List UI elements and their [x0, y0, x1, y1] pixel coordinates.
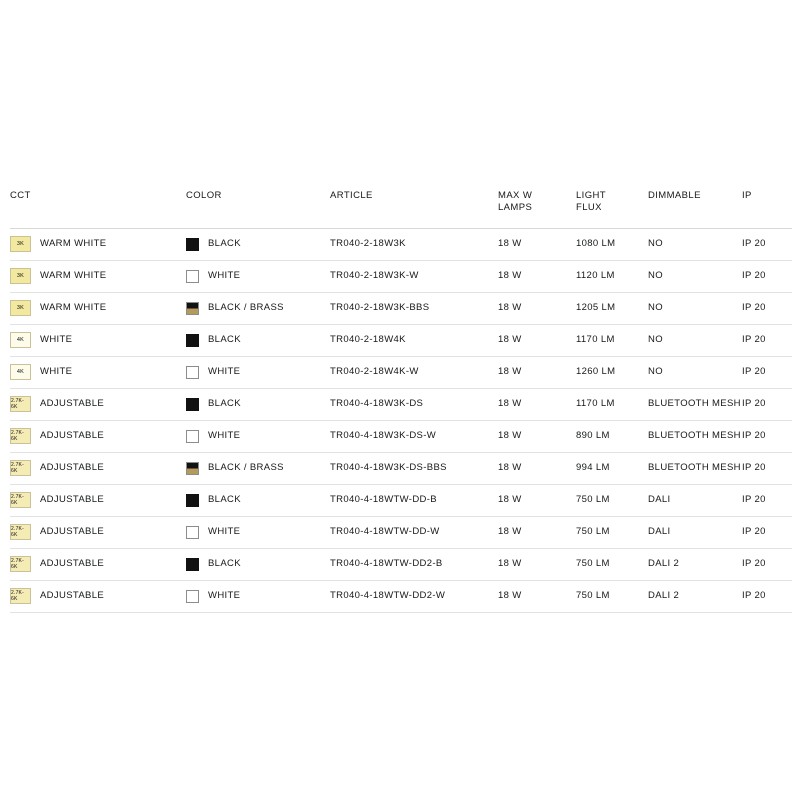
cct-group: [10, 364, 186, 380]
dimmable-value: NO: [648, 334, 663, 346]
max-w-value: 18 W: [498, 302, 522, 314]
cell-color: [186, 548, 330, 580]
cell-cct: [10, 356, 186, 388]
color-swatch-icon: [186, 238, 199, 251]
cell-article: [330, 260, 498, 292]
cell-color: [186, 420, 330, 452]
cell-max-w-lamps: [498, 516, 576, 548]
cell-dimmable: [648, 484, 742, 516]
cell-light-flux: [576, 484, 648, 516]
article-code: TR040-4-18WTW-DD2-W: [330, 590, 446, 602]
ip-value: IP 20: [742, 558, 766, 570]
cct-label: WHITE: [40, 334, 73, 346]
cell-max-w-lamps: [498, 388, 576, 420]
cell-article: [330, 388, 498, 420]
dimmable-value: BLUETOOTH MESH: [648, 430, 741, 442]
ip-value: IP 20: [742, 270, 766, 282]
cell-dimmable: [648, 580, 742, 612]
article-code: TR040-4-18WTW-DD2-B: [330, 558, 443, 570]
ip-value: IP 20: [742, 366, 766, 378]
color-label: BLACK: [208, 334, 241, 346]
cell-color: [186, 260, 330, 292]
color-swatch-icon: [186, 430, 199, 443]
cell-cct: [10, 420, 186, 452]
cell-dimmable: [648, 356, 742, 388]
cell-light-flux: [576, 324, 648, 356]
cell-light-flux: [576, 452, 648, 484]
max-w-value: 18 W: [498, 366, 522, 378]
cell-light-flux: [576, 228, 648, 260]
light-flux-value: 750 LM: [576, 494, 610, 506]
cell-dimmable: [648, 548, 742, 580]
table-row: [10, 228, 792, 260]
color-label: BLACK: [208, 398, 241, 410]
cct-label: WARM WHITE: [40, 238, 107, 250]
table-row: [10, 260, 792, 292]
color-group: [186, 526, 330, 539]
cell-ip: [742, 292, 792, 324]
color-label: BLACK: [208, 558, 241, 570]
cell-max-w-lamps: [498, 356, 576, 388]
max-w-value: 18 W: [498, 494, 522, 506]
cct-label: ADJUSTABLE: [40, 430, 105, 442]
dimmable-value: DALI 2: [648, 558, 680, 570]
max-w-value: 18 W: [498, 558, 522, 570]
cell-color: [186, 484, 330, 516]
color-swatch-icon: [186, 462, 199, 475]
cell-light-flux: [576, 388, 648, 420]
cell-max-w-lamps: [498, 452, 576, 484]
column-header-max-w-lamps: MAX W LAMPS: [498, 190, 576, 228]
cell-color: [186, 580, 330, 612]
cell-ip: [742, 580, 792, 612]
color-swatch-icon: [186, 366, 199, 379]
cct-label: WHITE: [40, 366, 73, 378]
ip-value: IP 20: [742, 334, 766, 346]
table-row: [10, 548, 792, 580]
light-flux-value: 1205 LM: [576, 302, 616, 314]
cell-color: [186, 292, 330, 324]
dimmable-value: DALI: [648, 526, 671, 538]
color-group: [186, 334, 330, 347]
cct-label: ADJUSTABLE: [40, 462, 105, 474]
cct-group: [10, 460, 186, 476]
cell-cct: [10, 516, 186, 548]
color-label: BLACK / BRASS: [208, 462, 284, 474]
color-swatch-icon: [186, 590, 199, 603]
column-header-ip: IP: [742, 190, 792, 228]
dimmable-value: DALI: [648, 494, 671, 506]
cct-chip-icon: 2.7K-6K: [10, 524, 31, 540]
dimmable-value: NO: [648, 302, 663, 314]
cct-group: [10, 492, 186, 508]
cct-chip-icon: 3K: [10, 236, 31, 252]
cell-color: [186, 228, 330, 260]
ip-value: IP 20: [742, 462, 766, 474]
cct-chip-icon: 2.7K-6K: [10, 396, 31, 412]
cell-article: [330, 356, 498, 388]
cell-cct: [10, 260, 186, 292]
column-header-dimmable: DIMMABLE: [648, 190, 742, 228]
cell-article: [330, 228, 498, 260]
color-group: [186, 302, 330, 315]
color-swatch-icon: [186, 302, 199, 315]
color-group: [186, 558, 330, 571]
color-label: WHITE: [208, 270, 241, 282]
cell-cct: [10, 228, 186, 260]
column-header-color: COLOR: [186, 190, 330, 228]
cct-group: [10, 524, 186, 540]
dimmable-value: NO: [648, 366, 663, 378]
article-code: TR040-2-18W3K-BBS: [330, 302, 430, 314]
cell-max-w-lamps: [498, 484, 576, 516]
cct-chip-icon: 4K: [10, 364, 31, 380]
cell-dimmable: [648, 516, 742, 548]
table-header-row: [10, 190, 792, 228]
cell-dimmable: [648, 260, 742, 292]
dimmable-value: NO: [648, 270, 663, 282]
cct-label: ADJUSTABLE: [40, 590, 105, 602]
color-label: BLACK: [208, 494, 241, 506]
cell-article: [330, 580, 498, 612]
cell-ip: [742, 420, 792, 452]
cell-color: [186, 452, 330, 484]
color-label: WHITE: [208, 366, 241, 378]
article-code: TR040-2-18W4K: [330, 334, 406, 346]
cell-ip: [742, 516, 792, 548]
article-code: TR040-4-18WTW-DD-W: [330, 526, 440, 538]
cell-color: [186, 388, 330, 420]
light-flux-value: 1260 LM: [576, 366, 616, 378]
table-row: [10, 580, 792, 612]
light-flux-value: 750 LM: [576, 526, 610, 538]
light-flux-value: 750 LM: [576, 590, 610, 602]
article-code: TR040-2-18W4K-W: [330, 366, 419, 378]
max-w-value: 18 W: [498, 398, 522, 410]
light-flux-value: 890 LM: [576, 430, 610, 442]
dimmable-value: DALI 2: [648, 590, 680, 602]
cct-group: [10, 556, 186, 572]
cct-label: ADJUSTABLE: [40, 398, 105, 410]
cell-article: [330, 292, 498, 324]
color-group: [186, 270, 330, 283]
cct-chip-icon: 2.7K-6K: [10, 588, 31, 604]
color-label: WHITE: [208, 526, 241, 538]
cell-dimmable: [648, 388, 742, 420]
dimmable-value: BLUETOOTH MESH: [648, 462, 741, 474]
article-code: TR040-4-18W3K-DS: [330, 398, 424, 410]
color-group: [186, 398, 330, 411]
max-w-value: 18 W: [498, 238, 522, 250]
cell-cct: [10, 324, 186, 356]
cct-group: [10, 396, 186, 412]
dimmable-value: BLUETOOTH MESH: [648, 398, 741, 410]
ip-value: IP 20: [742, 302, 766, 314]
cell-cct: [10, 484, 186, 516]
cell-max-w-lamps: [498, 420, 576, 452]
cell-max-w-lamps: [498, 292, 576, 324]
table-row: [10, 292, 792, 324]
color-label: WHITE: [208, 430, 241, 442]
cct-group: [10, 428, 186, 444]
cct-label: ADJUSTABLE: [40, 526, 105, 538]
cell-article: [330, 420, 498, 452]
color-group: [186, 590, 330, 603]
cell-color: [186, 356, 330, 388]
max-w-value: 18 W: [498, 462, 522, 474]
column-header-article: ARTICLE: [330, 190, 498, 228]
cell-cct: [10, 548, 186, 580]
cct-chip-icon: 2.7K-6K: [10, 556, 31, 572]
ip-value: IP 20: [742, 590, 766, 602]
max-w-value: 18 W: [498, 590, 522, 602]
table-row: [10, 516, 792, 548]
max-w-value: 18 W: [498, 270, 522, 282]
ip-value: IP 20: [742, 526, 766, 538]
color-swatch-icon: [186, 270, 199, 283]
cct-chip-icon: 2.7K-6K: [10, 428, 31, 444]
cell-ip: [742, 548, 792, 580]
cct-group: [10, 236, 186, 252]
color-swatch-icon: [186, 494, 199, 507]
cell-cct: [10, 388, 186, 420]
table-header: [10, 190, 792, 228]
cell-max-w-lamps: [498, 548, 576, 580]
color-label: BLACK: [208, 238, 241, 250]
article-code: TR040-2-18W3K-W: [330, 270, 419, 282]
table-row: [10, 452, 792, 484]
column-header-light-flux: LIGHT FLUX: [576, 190, 648, 228]
cell-light-flux: [576, 292, 648, 324]
cell-light-flux: [576, 548, 648, 580]
cell-max-w-lamps: [498, 324, 576, 356]
cct-chip-icon: 3K: [10, 300, 31, 316]
cell-dimmable: [648, 292, 742, 324]
article-code: TR040-4-18WTW-DD-B: [330, 494, 437, 506]
cell-ip: [742, 452, 792, 484]
light-flux-value: 994 LM: [576, 462, 610, 474]
cct-chip-icon: 2.7K-6K: [10, 460, 31, 476]
cell-cct: [10, 292, 186, 324]
cell-color: [186, 516, 330, 548]
color-group: [186, 494, 330, 507]
ip-value: IP 20: [742, 398, 766, 410]
cct-chip-icon: 3K: [10, 268, 31, 284]
spec-table-container: [10, 190, 792, 613]
color-group: [186, 238, 330, 251]
color-swatch-icon: [186, 558, 199, 571]
cell-dimmable: [648, 228, 742, 260]
cct-label: WARM WHITE: [40, 302, 107, 314]
color-swatch-icon: [186, 398, 199, 411]
table-row: [10, 356, 792, 388]
color-label: WHITE: [208, 590, 241, 602]
cct-chip-icon: 4K: [10, 332, 31, 348]
table-row: [10, 420, 792, 452]
max-w-value: 18 W: [498, 334, 522, 346]
cell-light-flux: [576, 260, 648, 292]
cell-ip: [742, 356, 792, 388]
cell-article: [330, 484, 498, 516]
cell-dimmable: [648, 452, 742, 484]
color-swatch-icon: [186, 334, 199, 347]
cell-dimmable: [648, 324, 742, 356]
color-group: [186, 430, 330, 443]
cell-ip: [742, 228, 792, 260]
cell-article: [330, 452, 498, 484]
article-code: TR040-2-18W3K: [330, 238, 406, 250]
cct-group: [10, 268, 186, 284]
cell-ip: [742, 260, 792, 292]
max-w-value: 18 W: [498, 430, 522, 442]
max-w-value: 18 W: [498, 526, 522, 538]
cell-light-flux: [576, 420, 648, 452]
cell-max-w-lamps: [498, 228, 576, 260]
light-flux-value: 1170 LM: [576, 334, 615, 346]
product-spec-table: [10, 190, 792, 613]
cct-label: ADJUSTABLE: [40, 558, 105, 570]
table-row: [10, 388, 792, 420]
table-row: [10, 484, 792, 516]
light-flux-value: 1170 LM: [576, 398, 615, 410]
table-body: [10, 228, 792, 612]
cell-article: [330, 548, 498, 580]
cct-label: WARM WHITE: [40, 270, 107, 282]
cct-group: [10, 300, 186, 316]
cell-article: [330, 324, 498, 356]
ip-value: IP 20: [742, 494, 766, 506]
article-code: TR040-4-18W3K-DS-BBS: [330, 462, 447, 474]
cell-ip: [742, 388, 792, 420]
cct-chip-icon: 2.7K-6K: [10, 492, 31, 508]
cell-cct: [10, 452, 186, 484]
cell-max-w-lamps: [498, 580, 576, 612]
color-group: [186, 462, 330, 475]
cell-color: [186, 324, 330, 356]
cell-light-flux: [576, 356, 648, 388]
ip-value: IP 20: [742, 430, 766, 442]
table-row: [10, 324, 792, 356]
color-label: BLACK / BRASS: [208, 302, 284, 314]
article-code: TR040-4-18W3K-DS-W: [330, 430, 437, 442]
cell-article: [330, 516, 498, 548]
column-header-cct: CCT: [10, 190, 186, 228]
cell-light-flux: [576, 580, 648, 612]
cct-group: [10, 588, 186, 604]
cell-light-flux: [576, 516, 648, 548]
ip-value: IP 20: [742, 238, 766, 250]
cell-dimmable: [648, 420, 742, 452]
light-flux-value: 1080 LM: [576, 238, 616, 250]
cct-label: ADJUSTABLE: [40, 494, 105, 506]
light-flux-value: 1120 LM: [576, 270, 615, 282]
cell-ip: [742, 484, 792, 516]
cell-cct: [10, 580, 186, 612]
dimmable-value: NO: [648, 238, 663, 250]
cell-max-w-lamps: [498, 260, 576, 292]
cell-ip: [742, 324, 792, 356]
cct-group: [10, 332, 186, 348]
light-flux-value: 750 LM: [576, 558, 610, 570]
color-group: [186, 366, 330, 379]
color-swatch-icon: [186, 526, 199, 539]
